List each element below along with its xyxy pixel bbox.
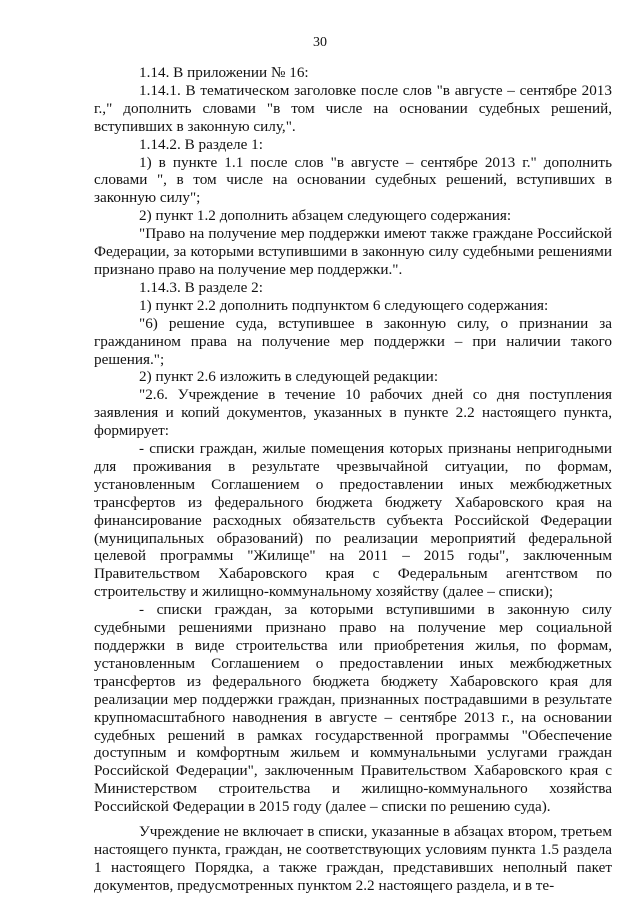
paragraph-item-1-2: 2) пункт 1.2 дополнить абзацем следующего содержания: [139,207,512,225]
paragraph-1-14-3: 1.14.3. В разделе 2: [139,278,263,296]
paragraph-exclusions: Учреждение не включает в списки, указанные в абзацах втором, третьем настоящего пункта, граждан, не соответствующих условиям пункта 1.5 раздела 1 настоящего Порядка, а также граждан, представивших неполный пакет документов, предусмотренных пунктом 2.2 настоящего раздела, и в те- [94,823,612,894]
paragraph-2-6-text: "2.6. Учреждение в течение 10 рабочих дней со дня поступления заявления и копий документов, указанных в пункте 2.2 настоящего пункта, формирует: [94,386,612,440]
page-number: 30 [313,35,327,50]
paragraph-item-2-6: 2) пункт 2.6 изложить в следующей редакции: [139,368,439,386]
paragraph-list-uninhabitable: - списки граждан, жилые помещения которых признаны непригодными для проживания в результате чрезвычайной ситуации, по формам, установленным Соглашением о предоставлении иных межбюджетных трансфертов из федерального бюджета бюджету Хабаровского края на финансирование расходных обязательств субъекта Российской Федерации (муниципальных образований) по реализации мероприятий федеральной целевой программы "Жилище" на 2011 – 2015 годы", заключенным Правительством Хабаровского края с Федеральным агентством по строительству и жилищно-коммунальному хозяйству (далее – списки); [94,440,612,601]
paragraph-1-14-1: 1.14.1. В тематическом заголовке после слов "в августе – сентябре 2013 г.," дополнить словами "в том числе на основании судебных решений, вступивших в законную силу,". [94,81,612,135]
document-body [94,64,612,895]
paragraph-quote-rights: "Право на получение мер поддержки имеют также граждане Российской Федерации, за которыми вступившими в законную силу судебными решениями признано право на получение мер поддержки.". [94,225,612,278]
paragraph-1-14-2: 1.14.2. В разделе 1: [139,135,263,153]
paragraph-item-2-2: 1) пункт 2.2 дополнить подпунктом 6 следующего содержания: [139,296,549,314]
paragraph-item-1-1: 1) в пункте 1.1 после слов "в августе – сентябре 2013 г." дополнить словами ", в том числе на основании судебных решений, вступивших в законную силу"; [94,153,612,207]
paragraph-quote-court-decision: "6) решение суда, вступившее в законную силу, о признании за гражданином права на получение мер поддержки – при наличии такого решения."; [94,314,612,368]
paragraph-1-14: 1.14. В приложении № 16: [139,64,309,81]
paragraph-list-court: - списки граждан, за которыми вступившими в законную силу судебными решениями признано право на получение мер социальной поддержки в виде строительства или приобретения жилья, по формам, установленным Соглашением о предоставлении иных межбюджетных трансфертов из федерального бюджета бюджету Хабаровского края для реализации мер поддержки граждан, признанных пострадавшими в результате крупномасштабного наводнения в августе – сентябре 2013 г., на основании судебных решений в рамках государственной программы "Обеспечение доступным и комфортным жильем и коммунальными услугами граждан Российской Федерации", заключенным Правительством Хабаровского края с Министерством строительства и жилищно-коммунального хозяйства Российской Федерации в 2015 году (далее – списки по решению суда). [94,601,612,816]
